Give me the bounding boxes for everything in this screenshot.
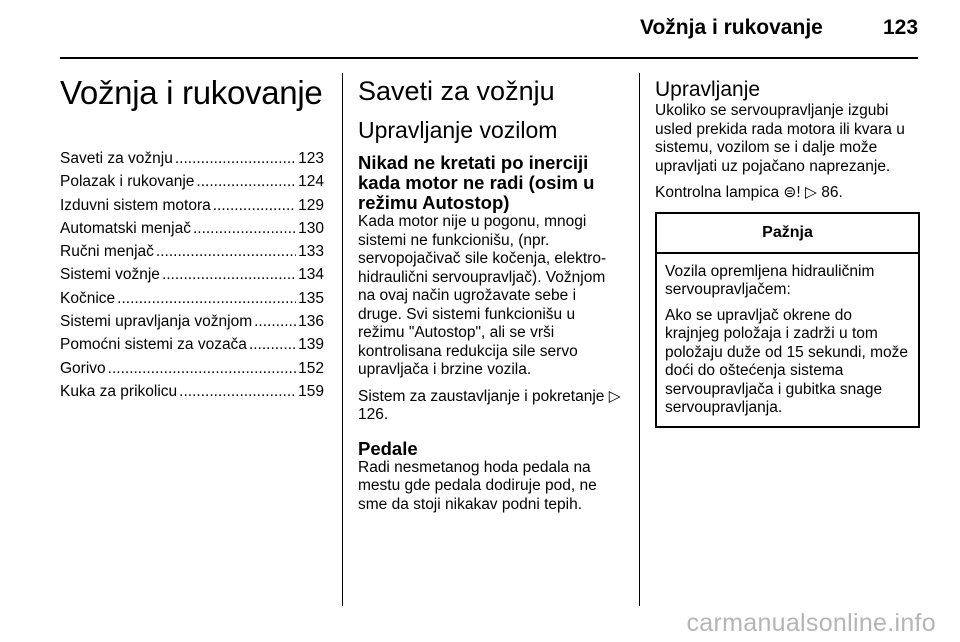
- toc-entry-page: 135: [298, 289, 324, 307]
- toc-entry-label: Kočnice: [60, 289, 116, 307]
- chapter-title: Vožnja i rukovanje: [60, 74, 323, 111]
- table-of-contents: [60, 150, 324, 406]
- toc-entry[interactable]: [60, 150, 324, 173]
- toc-entry-leader: [249, 336, 296, 354]
- warning-lamp-reference[interactable]: Kontrolna lampica ⊜! ▷ 86.: [655, 184, 843, 201]
- running-header-title: Vožnja i rukovanje: [640, 16, 823, 39]
- toc-entry-leader: [254, 313, 296, 331]
- column-divider-right: [639, 73, 640, 606]
- section-column: [358, 76, 623, 522]
- toc-entry[interactable]: [60, 290, 324, 313]
- topic-heading-coasting: Nikad ne kretati po inerciji kada motor ne radi (osim u režimu Autostop): [358, 152, 595, 213]
- steering-heading: Upravljanje: [655, 78, 761, 101]
- toc-entry-label: Sistemi upravljanja vožnjom: [60, 313, 253, 331]
- toc-entry[interactable]: [60, 197, 324, 220]
- toc-entry-leader: [179, 383, 296, 401]
- toc-entry-leader: [108, 360, 296, 378]
- toc-entry[interactable]: [60, 266, 324, 289]
- toc-entry-label: Pomoćni sistemi za vozača: [60, 336, 247, 354]
- toc-entry-label: Izduvni sistem motora: [60, 196, 211, 214]
- toc-entry-leader: [162, 266, 296, 284]
- toc-entry-page: 136: [298, 313, 324, 331]
- toc-column: [60, 74, 324, 406]
- toc-entry-leader: [175, 150, 296, 168]
- toc-entry[interactable]: [60, 173, 324, 196]
- toc-entry[interactable]: [60, 383, 324, 406]
- warning-text-1: Vozila opremljena hidrauličnim servoupravljačem:: [665, 262, 875, 298]
- topic-heading-pedals: Pedale: [358, 437, 418, 459]
- toc-entry-leader: [196, 173, 296, 191]
- toc-entry[interactable]: [60, 336, 324, 359]
- toc-entry-leader: [156, 243, 296, 261]
- toc-entry[interactable]: [60, 220, 324, 243]
- warning-box: [655, 212, 920, 428]
- toc-entry-page: 133: [298, 243, 324, 261]
- warning-title: Pažnja: [657, 214, 918, 254]
- toc-entry-label: Kuka za prikolicu: [60, 382, 178, 400]
- toc-entry-leader: [213, 197, 296, 215]
- toc-entry-page: 124: [298, 173, 324, 191]
- toc-entry-leader: [193, 220, 296, 238]
- section-subtitle: Upravljanje vozilom: [358, 117, 558, 143]
- header-rule: [60, 57, 918, 59]
- toc-entry-page: 129: [298, 196, 324, 214]
- warning-text-2: Ako se upravljač okrene do krajnjeg položaja i zadrži u tom položaju duže od 15 sekundi, može doći do oštećenja sistema servoupravljača i gubitka snage servoupravljanja.: [665, 306, 908, 416]
- toc-entry-leader: [117, 290, 296, 308]
- page-number: 123: [883, 16, 919, 39]
- toc-entry-label: Gorivo: [60, 359, 106, 377]
- topic-text-pedals: Radi nesmetanog hoda pedala na mestu gde pedala dodiruje pod, ne sme da stoji nikakav podni tepih.: [358, 458, 597, 513]
- toc-entry-page: 123: [298, 150, 324, 167]
- toc-entry-label: Polazak i rukovanje: [60, 173, 195, 191]
- toc-entry-page: 159: [298, 382, 324, 400]
- toc-entry[interactable]: [60, 360, 324, 383]
- topic-text-coasting: Kada motor nije u pogonu, mnogi sistemi ne funkcionišu, (npr. servopojačivač sile kočenja, elektro-hidraulični servoupravljač). Vožnjom na ovaj način ugrožavate sebe i druge. Svi sistemi funkcionišu u režimu "Autostop", ali se vrši kontrolisana redukcija sile servo upravljača i brzine vozila.: [358, 213, 607, 378]
- toc-entry-page: 139: [298, 336, 324, 354]
- watermark: carmanualsonline.info: [686, 609, 936, 637]
- steering-text: Ukoliko se servoupravljanje izgubi usled prekida rada motora ili kvara u sistemu, vozilom se i dalje može upravljati uz pojačano naprezanje.: [655, 102, 905, 175]
- toc-entry-label: Automatski menjač: [60, 219, 191, 237]
- column-divider-left: [342, 73, 343, 606]
- section-title: Saveti za vožnju: [358, 76, 555, 106]
- toc-entry-page: 152: [298, 359, 324, 377]
- toc-entry-page: 134: [298, 266, 324, 284]
- toc-entry-page: 130: [298, 219, 324, 237]
- toc-entry-label: Ručni menjač: [60, 243, 154, 261]
- toc-entry-label: Saveti za vožnju: [60, 150, 173, 167]
- toc-entry[interactable]: [60, 243, 324, 266]
- toc-entry[interactable]: [60, 313, 324, 336]
- toc-entry-label: Sistemi vožnje: [60, 266, 160, 284]
- topic-reference-autostop[interactable]: Sistem za zaustavljanje i pokretanje ▷ 126.: [358, 387, 621, 423]
- steering-column: [655, 77, 920, 428]
